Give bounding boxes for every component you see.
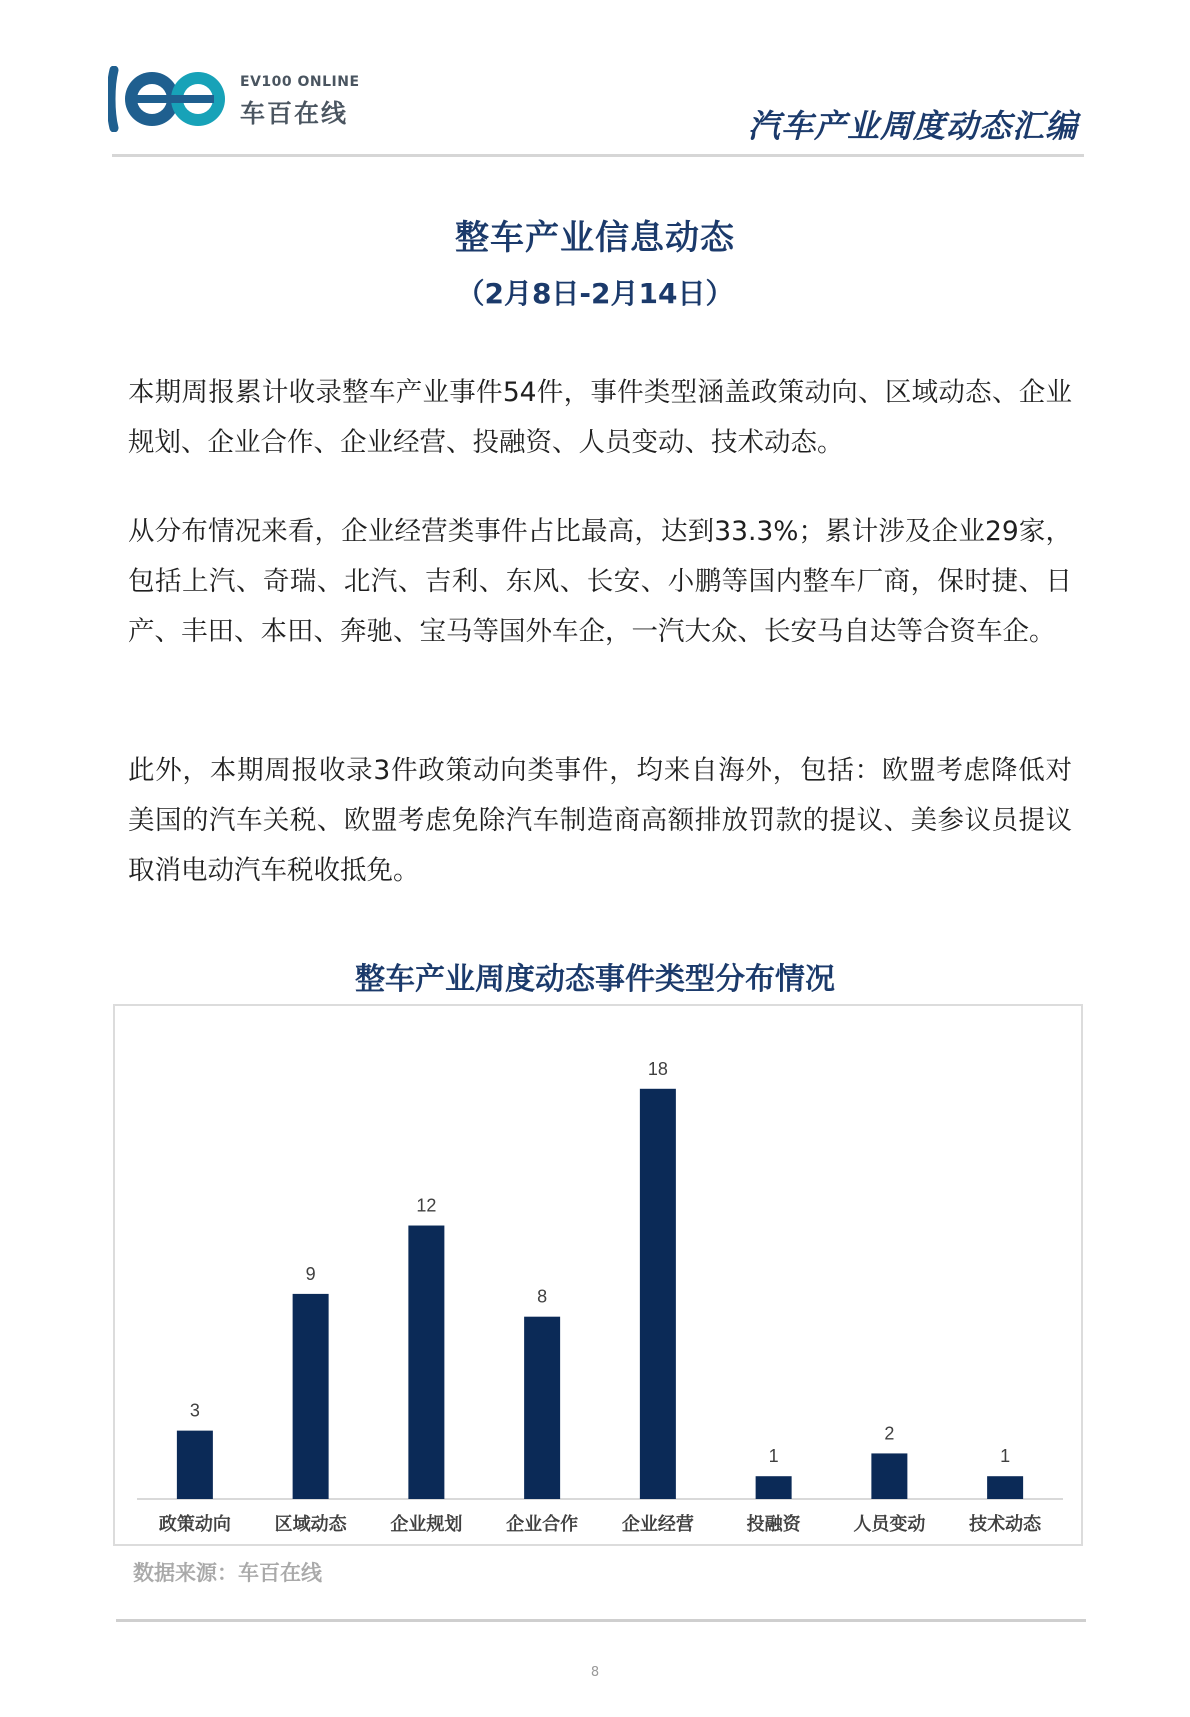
bar-3 (408, 1226, 444, 1499)
chart-title: 整车产业周度动态事件类型分布情况 (355, 962, 835, 997)
category-label-2: 区域动态 (274, 1514, 347, 1535)
page-number: 8 (590, 1665, 600, 1680)
category-label-3: 企业规划 (390, 1514, 463, 1535)
bar-8 (987, 1476, 1023, 1499)
data-source: 数据来源：车百在线 (133, 1561, 322, 1585)
data-label-6: 1 (768, 1446, 779, 1467)
category-label-7: 人员变动 (853, 1514, 926, 1535)
data-label-8: 1 (1000, 1446, 1011, 1467)
logo (108, 66, 360, 132)
category-label-8: 技术动态 (969, 1514, 1042, 1535)
bar-6 (756, 1476, 792, 1499)
page-subtitle: （2月8日-2月14日） (456, 277, 734, 310)
bar-chart-canvas (115, 1006, 1081, 1544)
page-header (0, 0, 1190, 160)
logo-text-cn: 车百在线 (240, 99, 349, 128)
bar-2 (293, 1294, 329, 1499)
bar-5 (640, 1089, 676, 1499)
logo-text-en: EV100 ONLINE (240, 74, 360, 90)
data-label-1: 3 (189, 1400, 200, 1421)
data-label-2: 9 (305, 1263, 316, 1284)
bar-7 (871, 1453, 907, 1499)
category-label-6: 投融资 (746, 1514, 801, 1535)
data-label-4: 8 (537, 1286, 548, 1307)
page-title: 整车产业信息动态 (455, 218, 735, 258)
logo-mark-icon (108, 66, 238, 132)
paragraph-summary: 本期周报累计收录整车产业事件54件，事件类型涵盖政策动向、区域动态、企业规划、企业合作、企业经营、投融资、人员变动、技术动态。 (128, 377, 1072, 458)
data-label-3: 12 (416, 1195, 437, 1216)
data-label-5: 18 (647, 1058, 668, 1079)
bar-chart (113, 1004, 1083, 1546)
report-title: 汽车产业周度动态汇编 (747, 107, 1078, 145)
category-label-5: 企业经营 (621, 1514, 694, 1535)
footer-divider (116, 1619, 1086, 1622)
category-label-1: 政策动向 (158, 1514, 231, 1535)
bar-4 (524, 1317, 560, 1499)
category-label-4: 企业合作 (506, 1514, 579, 1535)
bar-1 (177, 1431, 213, 1499)
paragraph-distribution: 从分布情况来看，企业经营类事件占比最高，达到33.3%；累计涉及企业29家，包括上汽、奇瑞、北汽、吉利、东风、长安、小鹏等国内整车厂商，保时捷、日产、丰田、本田、奔驰、宝马等国外车企，一汽大众、长安马自达等合资车企。 (128, 516, 1072, 647)
paragraph-policy: 此外，本期周报收录3件政策动向类事件，均来自海外，包括：欧盟考虑降低对美国的汽车关税、欧盟考虑免除汽车制造商高额排放罚款的提议、美参议员提议取消电动汽车税收抵免。 (128, 755, 1072, 886)
header-divider (112, 154, 1084, 157)
data-label-7: 2 (884, 1423, 895, 1444)
